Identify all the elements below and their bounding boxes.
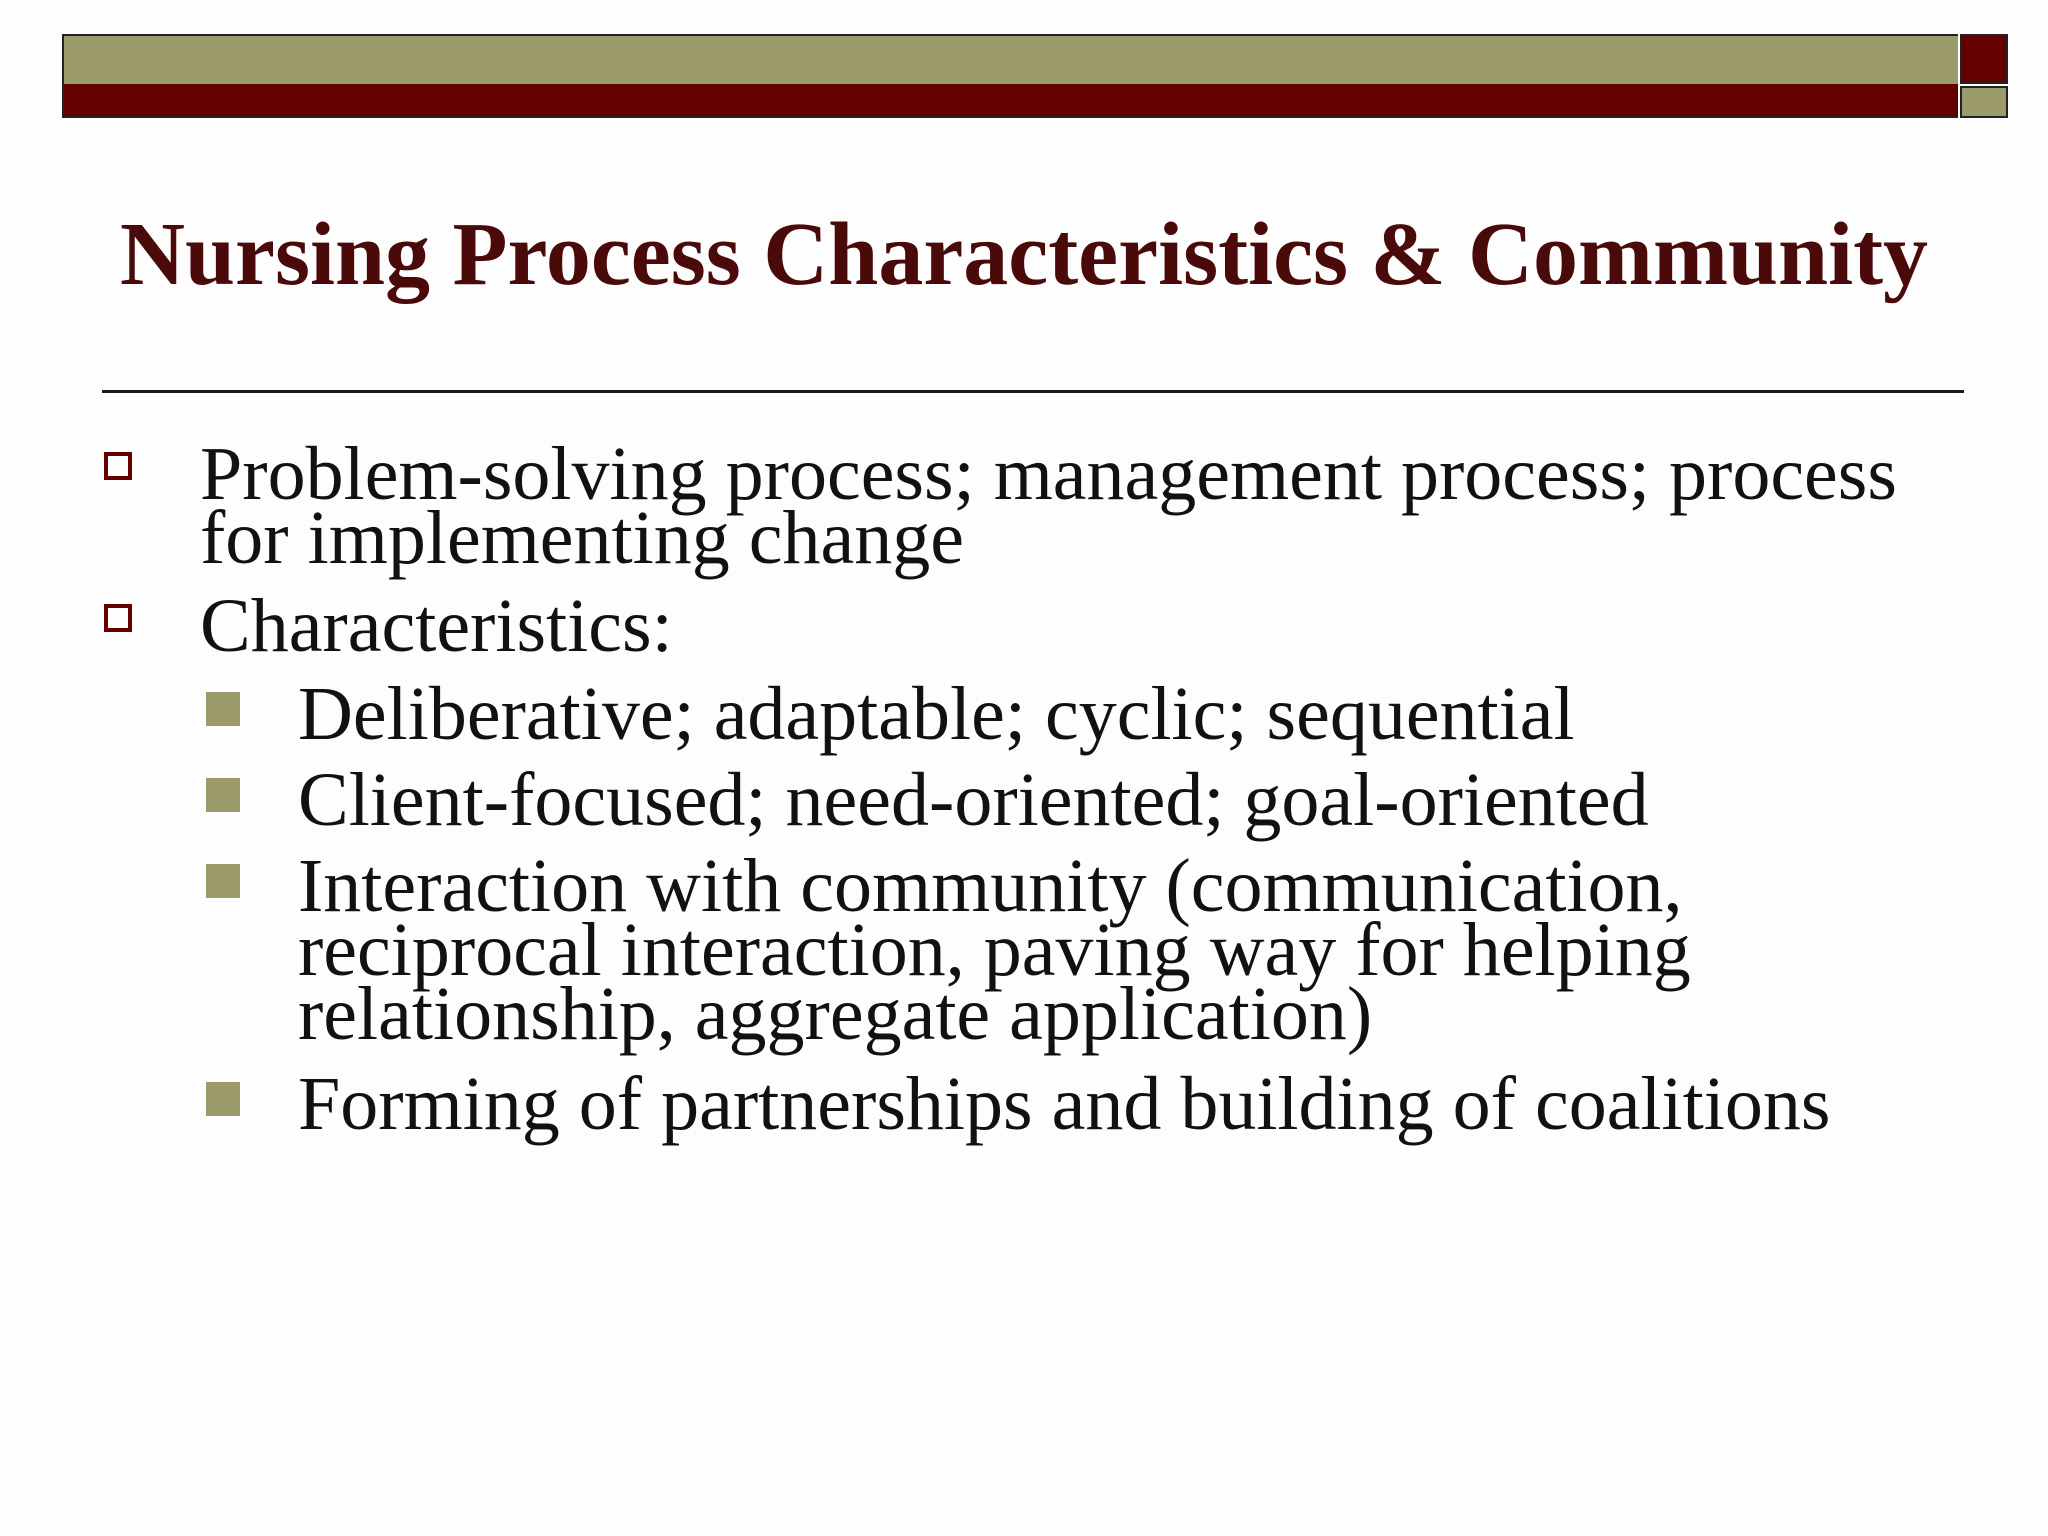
- sub-bullet-3-line-2: reciprocal interaction, paving way for helping: [298, 908, 1691, 992]
- header-corner-maroon: [1960, 34, 2008, 84]
- sub-bullet-1-line-1: Deliberative; adaptable; cyclic; sequential: [298, 672, 1575, 756]
- sub-bullet-3-line-3: relationship, aggregate application): [298, 972, 1373, 1056]
- title-divider: [102, 390, 1964, 393]
- bullet-1-line-2: for implementing change: [200, 496, 964, 580]
- header-band-olive: [62, 34, 1958, 84]
- header-corner-olive: [1960, 86, 2008, 118]
- bullet-2-line-1: Characteristics:: [200, 584, 673, 668]
- sub-bullet-2-line-1: Client-focused; need-oriented; goal-oriented: [298, 758, 1649, 842]
- bullet-1-line-1: Problem-solving process; management process; process: [200, 432, 1897, 516]
- sub-bullet-3-line-1: Interaction with community (communication,: [298, 844, 1683, 928]
- solid-square-bullet-icon: [206, 778, 240, 812]
- hollow-square-bullet-icon: [104, 452, 132, 480]
- solid-square-bullet-icon: [206, 1082, 240, 1116]
- header-band-maroon: [62, 84, 1958, 118]
- solid-square-bullet-icon: [206, 864, 240, 898]
- hollow-square-bullet-icon: [104, 604, 132, 632]
- solid-square-bullet-icon: [206, 692, 240, 726]
- slide-title: Nursing Process Characteristics & Community: [119, 205, 1929, 304]
- sub-bullet-4-line-1: Forming of partnerships and building of coalitions: [298, 1062, 1831, 1146]
